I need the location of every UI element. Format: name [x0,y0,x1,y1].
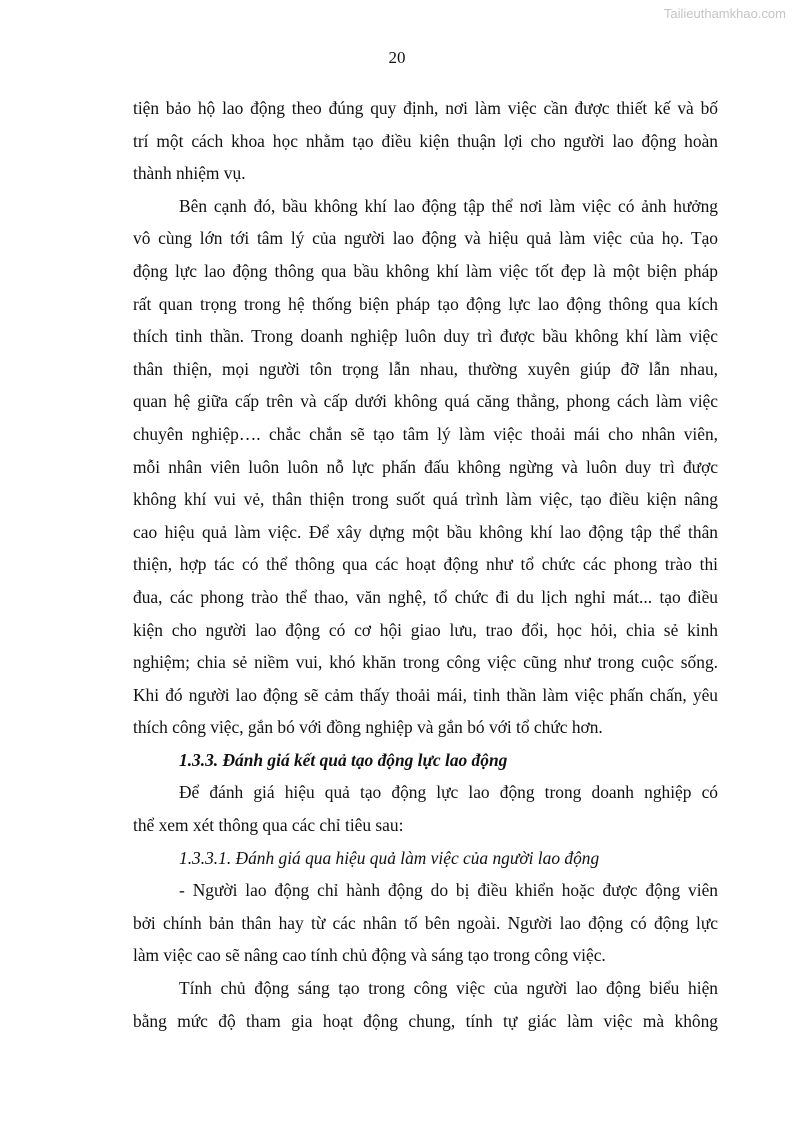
text-line: mỗi nhân viên luôn luôn nỗ lực phấn đấu không ngừng và luôn duy trì được [133,456,718,477]
text-line: Để đánh giá hiệu quả tạo động lực lao động trong doanh nghiệp có [179,782,718,803]
text-line: đua, các phong trào thể thao, văn nghệ, tổ chức đi du lịch nghỉ mát... tạo điều [133,586,718,607]
subsection-heading: 1.3.3.1. Đánh giá qua hiệu quả làm việc của người lao động [179,847,600,868]
section-heading: 1.3.3. Đánh giá kết quả tạo động lực lao động [179,749,508,770]
document-body [133,92,718,1037]
text-line: quan hệ giữa cấp trên và cấp dưới không quá căng thẳng, phong cách làm việc [133,391,718,412]
text-line: trí một cách khoa học nhằm tạo điều kiện thuận lợi cho người lao động hoàn [133,130,718,151]
text-line: bằng mức độ tham gia hoạt động chung, tính tự giác làm việc mà không [133,1010,718,1031]
text-line: thân thiện, mọi người tôn trọng lẫn nhau, thường xuyên giúp đỡ lẫn nhau, [133,358,718,379]
text-line: kiện cho người lao động có cơ hội giao lưu, trao đổi, học hỏi, chia sẻ kinh [133,619,718,640]
text-line: cao hiệu quả làm việc. Để xây dựng một bầu không khí lao động tập thể thân [133,521,718,542]
watermark: Tailieuthamkhao.com [663,6,786,21]
text-line: Tính chủ động sáng tạo trong công việc của người lao động biểu hiện [179,978,718,999]
text-line: động lực lao động thông qua bầu không khí làm việc tốt đẹp là một biện pháp [133,260,718,281]
text-line: - Người lao động chỉ hành động do bị điều khiển hoặc được động viên [179,880,718,901]
text-line: chuyên nghiệp…. chắc chắn sẽ tạo tâm lý làm việc thoải mái cho nhân viên, [133,423,718,444]
text-line: vô cùng lớn tới tâm lý của người lao động và hiệu quả làm việc của họ. Tạo [133,228,718,249]
text-line: nghiệm; chia sẻ niềm vui, khó khăn trong công việc cũng như trong cuộc sống. [133,652,718,673]
text-line: thành nhiệm vụ. [133,163,246,184]
text-line: thể xem xét thông qua các chỉ tiêu sau: [133,815,404,836]
text-line: bởi chính bản thân hay từ các nhân tố bên ngoài. Người lao động có động lực [133,912,718,933]
text-line: thích tinh thần. Trong doanh nghiệp luôn duy trì được bầu không khí làm việc [133,326,718,347]
text-line: không khí vui vẻ, thân thiện trong suốt quá trình làm việc, tạo điều kiện nâng [133,489,718,510]
text-line: thích công việc, gắn bó với đồng nghiệp và gắn bó với tổ chức hơn. [133,717,603,738]
page-number: 20 [388,48,406,67]
text-line: Khi đó người lao động sẽ cảm thấy thoải mái, tinh thần làm việc phấn chấn, yêu [133,684,718,705]
text-line: Bên cạnh đó, bầu không khí lao động tập thể nơi làm việc có ảnh hưởng [179,195,718,216]
text-line: thiện, hợp tác có thể thông qua các hoạt động như tổ chức các phong trào thi [133,554,718,575]
text-line: rất quan trọng trong hệ thống biện pháp tạo động lực lao động thông qua kích [133,293,718,314]
text-line: làm việc cao sẽ nâng cao tính chủ động và sáng tạo trong công việc. [133,945,606,966]
text-line: tiện bảo hộ lao động theo đúng quy định, nơi làm việc cần được thiết kế và bố [133,98,718,118]
